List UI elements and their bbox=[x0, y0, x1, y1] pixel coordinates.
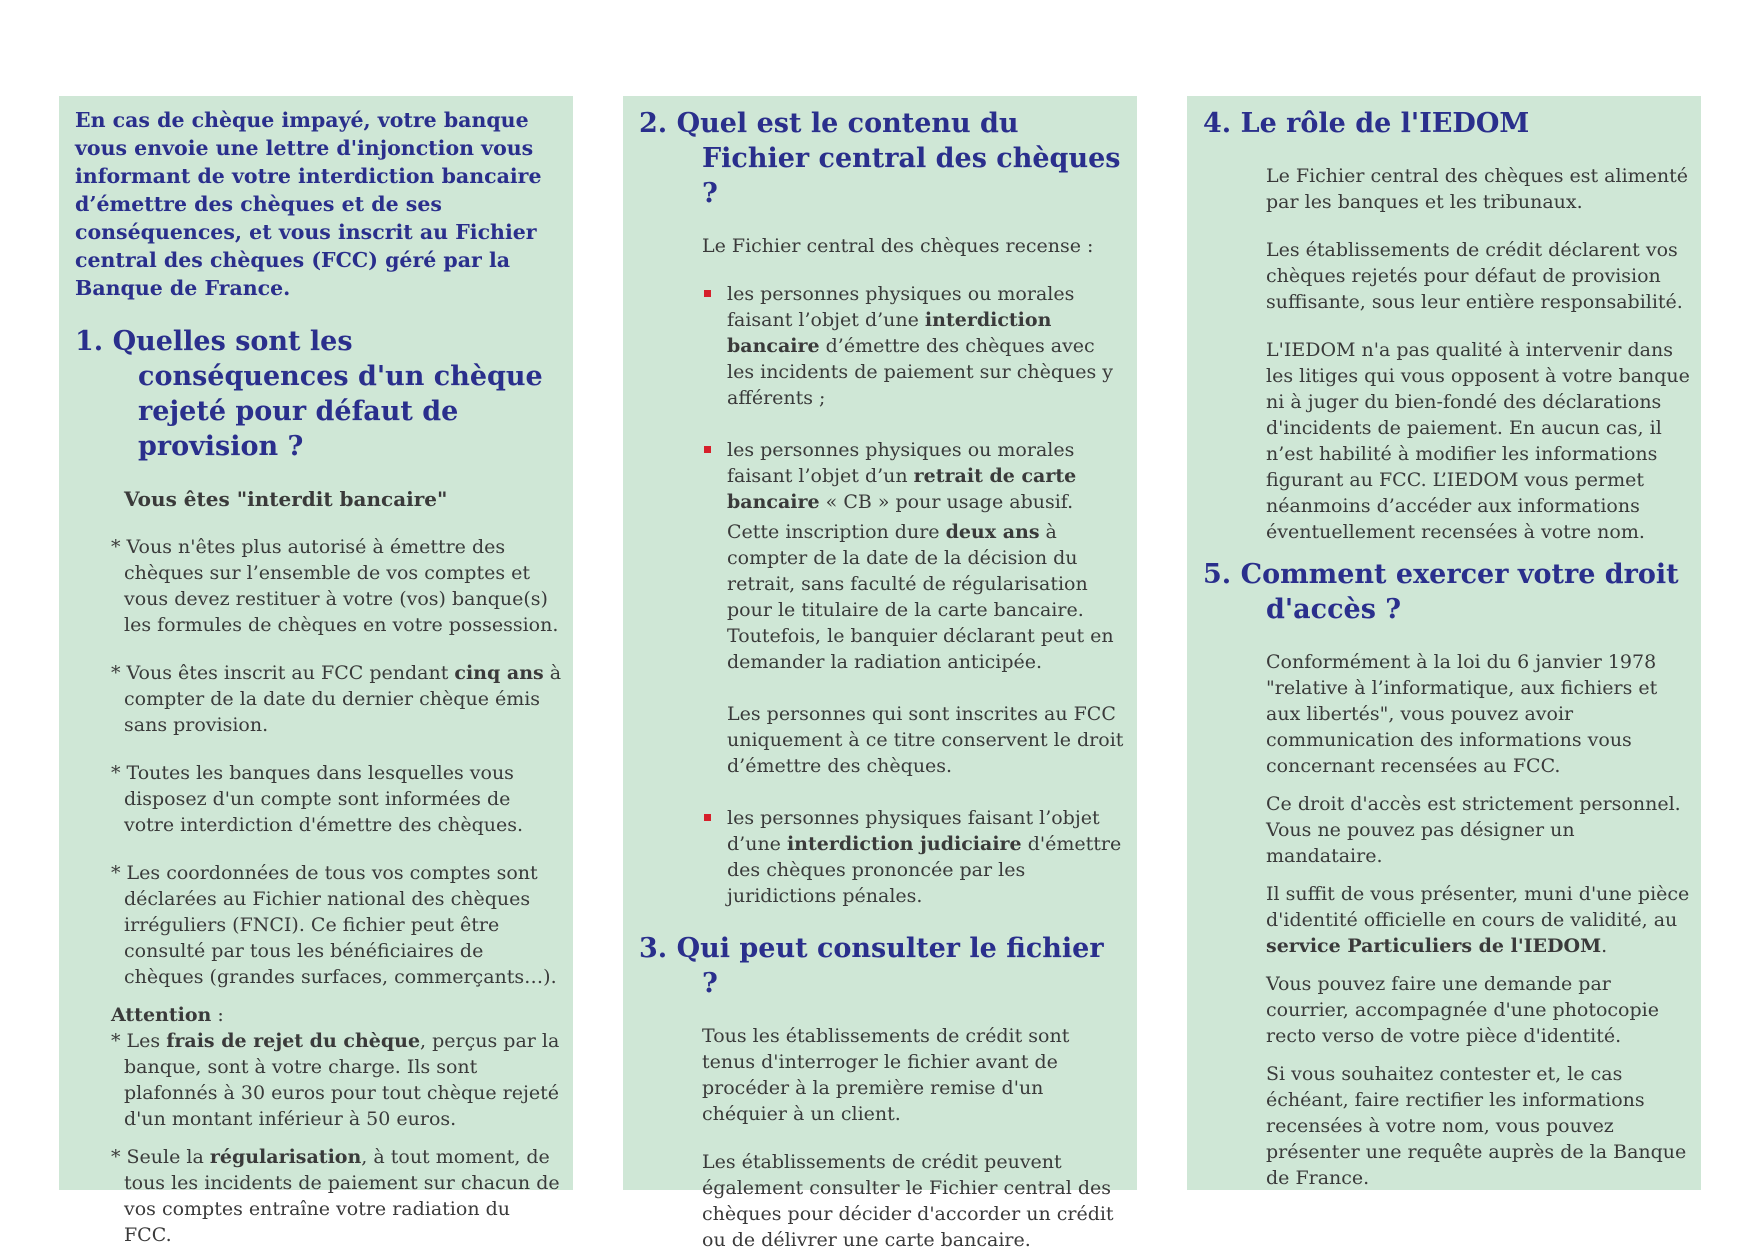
section-3-paragraph-1: Tous les établissements de crédit sont tenus d'interroger le fichier avant de procéder à la première remise d'un chéquier à un client. bbox=[702, 1025, 1070, 1125]
section-2-lead: Le Fichier central des chèques recense : bbox=[702, 235, 1094, 257]
section-3-heading: 3. Qui peut consulter le fichier ? bbox=[639, 933, 1104, 999]
list-item: les personnes physiques ou morales faisant l’objet d’un retrait de carte bancaire « CB » pour usage abusif. bbox=[727, 437, 1127, 515]
attention-item-2: * Seule la régularisation, à tout moment, de tous les incidents de paiement sur chacun de vos comptes entraîne votre radiation du FCC. bbox=[111, 1146, 560, 1246]
list-item: les personnes physiques ou morales faisant l’objet d’une interdiction bancaire d’émettre des chèques avec les incidents de paiement sur chèques y afférents ; bbox=[727, 281, 1127, 411]
list-item: les personnes physiques faisant l’objet d’une interdiction judiciaire d'émettre des chèques prononcée par les juridictions pénales. bbox=[727, 805, 1127, 909]
consequence-item-4: * Les coordonnées de tous vos comptes sont déclarées au Fichier national des chèques irréguliers (FNCI). Ce fichier peut être consulté par tous les bénéficiaires de chèques (grandes surfaces, commerçants…). bbox=[111, 862, 557, 988]
section-3-paragraph-2: Les établissements de crédit peuvent également consulter le Fichier central des chèques pour décider d'accorder un crédit ou de délivrer une carte bancaire. bbox=[702, 1151, 1114, 1251]
fcc-content-list bbox=[639, 281, 1127, 515]
panel-column-3 bbox=[1187, 96, 1701, 1190]
section-5-paragraph-2: Ce droit d'accès est strictement personnel. Vous ne pouvez pas désigner un mandataire. bbox=[1266, 793, 1681, 867]
fcc-content-list-continued bbox=[639, 805, 1127, 909]
section-5-paragraph-3: Il suffit de vous présenter, muni d'une pièce d'identité officielle en cours de validité, au service Particuliers de l'IEDOM. bbox=[1266, 883, 1690, 957]
section-4-paragraph-2: Les établissements de crédit déclarent vos chèques rejetés pour défaut de provision suffisante, sous leur entière responsabilité. bbox=[1266, 239, 1683, 313]
section-4-heading: 4. Le rôle de l'IEDOM bbox=[1203, 108, 1530, 139]
intro-paragraph: En cas de chèque impayé, votre banque vous envoie une lettre d'injonction vous informant de votre interdiction bancaire d’émettre des chèques et de ses conséquences, et vous inscrit au Fichier central des chèques (FCC) géré par la Banque de France. bbox=[75, 108, 542, 300]
section-5-heading: 5. Comment exercer votre droit d'accès ? bbox=[1203, 559, 1679, 625]
section-5-paragraph-4: Vous pouvez faire une demande par courrier, accompagnée d'une photocopie recto verso de votre pièce d'identité. bbox=[1266, 973, 1659, 1047]
section-2-heading: 2. Quel est le contenu du Fichier central des chèques ? bbox=[639, 108, 1121, 209]
attention-item-1: * Les frais de rejet du chèque, perçus par la banque, sont à votre charge. Ils sont plafonnés à 30 euros pour tout chèque rejeté d'un montant inférieur à 50 euros. bbox=[111, 1030, 560, 1130]
section-1-heading: 1. Quelles sont les conséquences d'un chèque rejeté pour défaut de provision ? bbox=[75, 326, 543, 462]
list-item-continuation: Cette inscription dure deux ans à compter de la date de la décision du retrait, sans faculté de régularisation pour le titulaire de la carte bancaire. Toutefois, le banquier déclarant peut en demander la radiation anticipée. bbox=[727, 521, 1114, 673]
section-5-paragraph-1: Conformément à la loi du 6 janvier 1978 "relative à l’informatique, aux fichiers et aux libertés", vous pouvez avoir communication des informations vous concernant recensées au FCC. bbox=[1266, 651, 1658, 777]
panel-column-2 bbox=[623, 96, 1137, 1251]
section-5-paragraph-5: Si vous souhaitez contester et, le cas échéant, faire rectifier les informations recensées à votre nom, vous pouvez présenter une requête auprès de la Banque de France. bbox=[1266, 1063, 1687, 1189]
section-4-paragraph-3: L'IEDOM n'a pas qualité à intervenir dans les litiges qui vous opposent à votre banque ni à juger du bien-fondé des déclarations d'incidents de paiement. En aucun cas, il n’est habilité à modifier les informations figurant au FCC. L’IEDOM vous permet néanmoins d’accéder aux informations éventuellement recensées à votre nom. bbox=[1266, 339, 1690, 543]
list-item-continuation: Les personnes qui sont inscrites au FCC uniquement à ce titre conservent le droit d’émettre des chèques. bbox=[727, 703, 1124, 777]
section-1-subheading: Vous êtes "interdit bancaire" bbox=[124, 487, 448, 511]
attention-label: Attention : bbox=[111, 1004, 224, 1026]
panel-column-1 bbox=[59, 96, 573, 1246]
consequence-item-2: * Vous êtes inscrit au FCC pendant cinq ans à compter de la date du dernier chèque émis sans provision. bbox=[111, 662, 562, 736]
section-4-paragraph-1: Le Fichier central des chèques est alimenté par les banques et les tribunaux. bbox=[1266, 165, 1689, 213]
consequence-item-1: * Vous n'êtes plus autorisé à émettre des chèques sur l’ensemble de vos comptes et vous devez restituer à votre (vos) banque(s) les formules de chèques en votre possession. bbox=[111, 536, 559, 636]
consequence-item-3: * Toutes les banques dans lesquelles vous disposez d'un compte sont informées de votre interdiction d'émettre des chèques. bbox=[111, 762, 524, 836]
